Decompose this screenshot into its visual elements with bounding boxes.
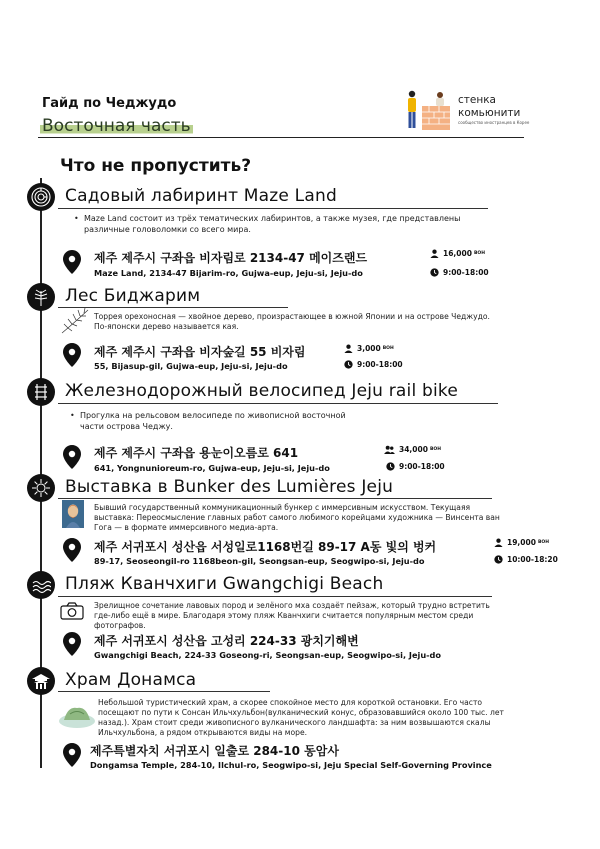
logo-caption: сообщество иностранцев в Корее: [458, 120, 530, 125]
hours-info: [386, 462, 445, 471]
section-divider: [58, 498, 492, 499]
section-title-bijarim: Лес Биджарим: [65, 286, 201, 306]
tree-icon: [27, 283, 55, 311]
price-info: [494, 538, 549, 547]
section-title-temple: Храм Донамса: [65, 670, 197, 690]
korean-address: 제주 서귀포시 성산읍 서성일로1168번길 89-17 A동 빛의 벙커: [94, 540, 437, 554]
price-unit: ВОН: [382, 346, 394, 351]
english-address: 641, Yongnunioreum-ro, Gujwa-eup, Jeju-si, Jeju-do: [94, 463, 330, 473]
english-address: 55, Bijasup-gil, Gujwa-eup, Jeju-si, Jeju-do: [94, 361, 288, 371]
section-divider: [58, 403, 498, 404]
location-pin-icon: [63, 632, 81, 656]
community-logo: [402, 88, 532, 134]
section-description: Небольшой туристический храм, а скорее спокойное место для короткой остановки. Его часто посещают по пути к Сонсан Ильчхульбон(вулканический конус, образовавшийся около 100 тыс. лет назад.). Храм стоит среди живописного вулканического ландшафта: за ним возвышаются скалы Ильчхульбона, а рядом открываются виды на море.: [98, 698, 504, 737]
guide-title: Гайд по Чеджудо: [42, 96, 177, 111]
price-value: 34,000: [399, 445, 428, 454]
korean-address: 제주 서귀포시 성산읍 고성리 224-33 광치기해변: [94, 634, 359, 648]
section-divider: [58, 307, 288, 308]
hours-value: 9:00-18:00: [399, 462, 445, 471]
section-divider: [58, 596, 492, 597]
price-unit: ВОН: [473, 251, 485, 256]
price-unit: ВОН: [537, 540, 549, 545]
location-pin-icon: [63, 343, 81, 367]
hours-value: 9:00-18:00: [443, 268, 489, 277]
location-pin-icon: [63, 743, 81, 767]
section-description: • Прогулка на рельсовом велосипеде по живописной восточной части острова Чеджу.: [80, 410, 370, 432]
korean-address: 제주특별자치 서귀포시 일출로 284-10 동암사: [90, 744, 339, 758]
section-description: Торрея орехоносная — хвойное дерево, произрастающее в южной Японии и на острове Чеджудо. По-японски дерево называется кая.: [94, 312, 490, 331]
korean-address: 제주 제주시 구좌읍 비자림로 2134-47 메이즈랜드: [94, 251, 368, 265]
logo-text: стенка комьюнити: [458, 94, 521, 119]
price-value: 16,000: [443, 249, 472, 258]
hours-info: [344, 360, 403, 369]
korean-address: 제주 제주시 구좌읍 비자숲길 55 비자림: [94, 345, 306, 359]
section-title-beach: Пляж Кванчхиги Gwangchigi Beach: [65, 574, 384, 594]
clock-icon: [344, 360, 353, 369]
hours-info: [430, 268, 489, 277]
temple-icon: [27, 667, 55, 695]
clock-icon: [430, 268, 439, 277]
sunflower-icon: [27, 474, 55, 502]
hours-info: [494, 555, 558, 564]
header-divider: [38, 137, 524, 138]
section-title-bunker: Выставка в Bunker des Lumières Jeju: [65, 477, 394, 497]
english-address: Dongamsa Temple, 284-10, Ilchul-ro, Seogwipo-si, Jeju Special Self-Governing Province: [90, 760, 492, 770]
people-bricks-icon: [402, 88, 452, 134]
english-address: Gwangchigi Beach, 224-33 Goseong-ri, Seongsan-eup, Seogwipo-si, Jeju-do: [94, 650, 442, 660]
maze-icon: [27, 183, 55, 211]
section-divider: [58, 691, 270, 692]
wave-icon: [27, 571, 55, 599]
location-pin-icon: [63, 538, 81, 562]
section-title-rail-bike: Железнодорожный велосипед Jeju rail bike: [65, 381, 459, 401]
rail-track-icon: [27, 378, 55, 406]
torreya-branch-icon: [60, 307, 90, 335]
price-info: [344, 344, 394, 353]
location-pin-icon: [63, 445, 81, 469]
clock-icon: [494, 555, 503, 564]
section-description: Бывший государственный коммуникационный бункер с иммерсивным искусством. Текущаяя выставка: Переосмысление главных работ самого любимого корейцами художника — Винсента ван Гога — в формате иммерсивного медиа-арта.: [94, 503, 500, 532]
hours-value: 10:00-18:20: [507, 555, 558, 564]
price-unit: ВОН: [429, 447, 441, 452]
section-description: Зрелищное сочетание лавовых пород и зелёного мха создаёт пейзаж, который трудно встретить где-либо ещё в мире. Благодаря этому пляж Кванчхиги считается популярным местом среди фотографов.: [94, 601, 490, 630]
group-icon: [384, 445, 395, 454]
english-address: 89-17, Seoseongil-ro 1168beon-gil, Seongsan-eup, Seogwipo-si, Jeju-do: [94, 556, 425, 566]
price-value: 19,000: [507, 538, 536, 547]
price-value: 3,000: [357, 344, 381, 353]
camera-icon: [60, 602, 84, 620]
person-icon: [494, 538, 503, 547]
island-illustration: [58, 700, 96, 730]
korean-address: 제주 제주시 구좌읍 용눈이오름로 641: [94, 446, 299, 460]
price-info: [430, 249, 485, 258]
person-icon: [344, 344, 353, 353]
person-icon: [430, 249, 439, 258]
price-info: [384, 445, 441, 454]
page-title: Что не пропустить?: [60, 156, 252, 176]
section-title-maze-land: Садовый лабиринт Maze Land: [65, 186, 337, 206]
section-description: • Maze Land состоит из трёх тематических лабиринтов, а также музея, где представлены различные головоломки со всего мира.: [84, 213, 484, 235]
van-gogh-portrait-icon: [62, 500, 84, 528]
location-pin-icon: [63, 250, 81, 274]
guide-subtitle: Восточная часть: [42, 116, 191, 136]
clock-icon: [386, 462, 395, 471]
english-address: Maze Land, 2134-47 Bijarim-ro, Gujwa-eup, Jeju-si, Jeju-do: [94, 268, 363, 278]
section-divider: [58, 208, 488, 209]
hours-value: 9:00-18:00: [357, 360, 403, 369]
